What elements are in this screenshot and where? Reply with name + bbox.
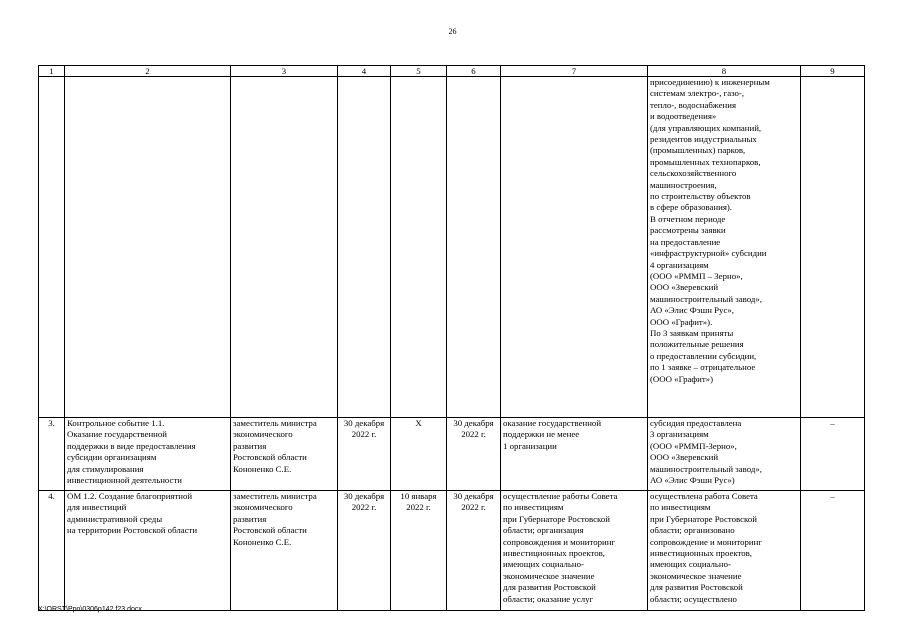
problems: –: [801, 418, 865, 491]
event-name: Контрольное событие 1.1. Оказание государственной поддержки в виде предоставления субсидии организациям для стимулирования инвестиционной деятельности: [65, 418, 231, 491]
table-cell: [231, 77, 338, 418]
expected-result: оказание государственной поддержки не менее 1 организации: [501, 418, 648, 491]
table-row: [39, 491, 865, 611]
table-cell: [447, 77, 501, 418]
header-col-7: 7: [501, 66, 648, 77]
table-cell: [39, 77, 65, 418]
plan-date: 30 декабря 2022 г.: [338, 491, 391, 611]
header-row: [39, 66, 865, 77]
header-col-5: 5: [391, 66, 447, 77]
responsible-person: заместитель министра экономического развития Ростовской области Кононенко С.Е.: [231, 418, 338, 491]
table-cell: [338, 77, 391, 418]
table-cell: [65, 77, 231, 418]
continuation-text: присоединению) к инженерным системам электро-, газо-, тепло-, водоснабжения и водоотведения» (для управляющих компаний, резидентов индустриальных (промышленных) парков, промышленных технопарков, сельскохозяйственного машиностроения, по строительству объектов в сфере образования). В отчетном периоде рассмотрены заявки на предоставление «инфраструктурной» субсидии 4 организациям (ООО «РММП – Зерно», ООО «Зверевский машиностроительный завод», АО «Элис Фэшн Рус», ООО «Графит»). По 3 заявкам приняты положительные решения о предоставлении субсидии, по 1 заявке – отрицательное (ООО «Графит»): [648, 77, 801, 418]
start-date: 10 января 2022 г.: [391, 491, 447, 611]
continuation-row: [39, 77, 865, 418]
achieved-result: осуществлена работа Совета по инвестициям при Губернаторе Ростовской области; организовано сопровождение и мониторинг инвестиционных проектов, имеющих социально- экономическое значение для развития Ростовской области; осуществлено: [648, 491, 801, 611]
event-name: ОМ 1.2. Создание благоприятной для инвестиций административной среды на территории Ростовской области: [65, 491, 231, 611]
table-cell: [801, 77, 865, 418]
row-number: 4.: [39, 491, 65, 611]
header-col-9: 9: [801, 66, 865, 77]
header-col-2: 2: [65, 66, 231, 77]
fact-date: 30 декабря 2022 г.: [447, 418, 501, 491]
header-col-8: 8: [648, 66, 801, 77]
table-cell: [501, 77, 648, 418]
header-col-6: 6: [447, 66, 501, 77]
row-number: 3.: [39, 418, 65, 491]
header-col-3: 3: [231, 66, 338, 77]
fact-date: 30 декабря 2022 г.: [447, 491, 501, 611]
report-table: [38, 65, 865, 611]
header-col-4: 4: [338, 66, 391, 77]
achieved-result: субсидия предоставлена 3 организациям (ООО «РММП-Зерно», ООО «Зверевский машиностроительный завод», АО «Элис Фэшн Рус»): [648, 418, 801, 491]
plan-date: 30 декабря 2022 г.: [338, 418, 391, 491]
responsible-person: заместитель министра экономического развития Ростовской области Кононенко С.Е.: [231, 491, 338, 611]
expected-result: осуществление работы Совета по инвестициям при Губернаторе Ростовской области; организация сопровождения и мониторинг инвестиционных проектов, имеющих социально- экономическое значение для развития Ростовской области; оказание услуг: [501, 491, 648, 611]
header-col-1: 1: [39, 66, 65, 77]
problems: –: [801, 491, 865, 611]
start-date: Х: [391, 418, 447, 491]
page-number: 26: [448, 27, 457, 36]
table-cell: [391, 77, 447, 418]
file-path-footer: X:\ORST\Ppo\0306p142.f23.docx: [38, 606, 142, 613]
table-row: [39, 418, 865, 491]
